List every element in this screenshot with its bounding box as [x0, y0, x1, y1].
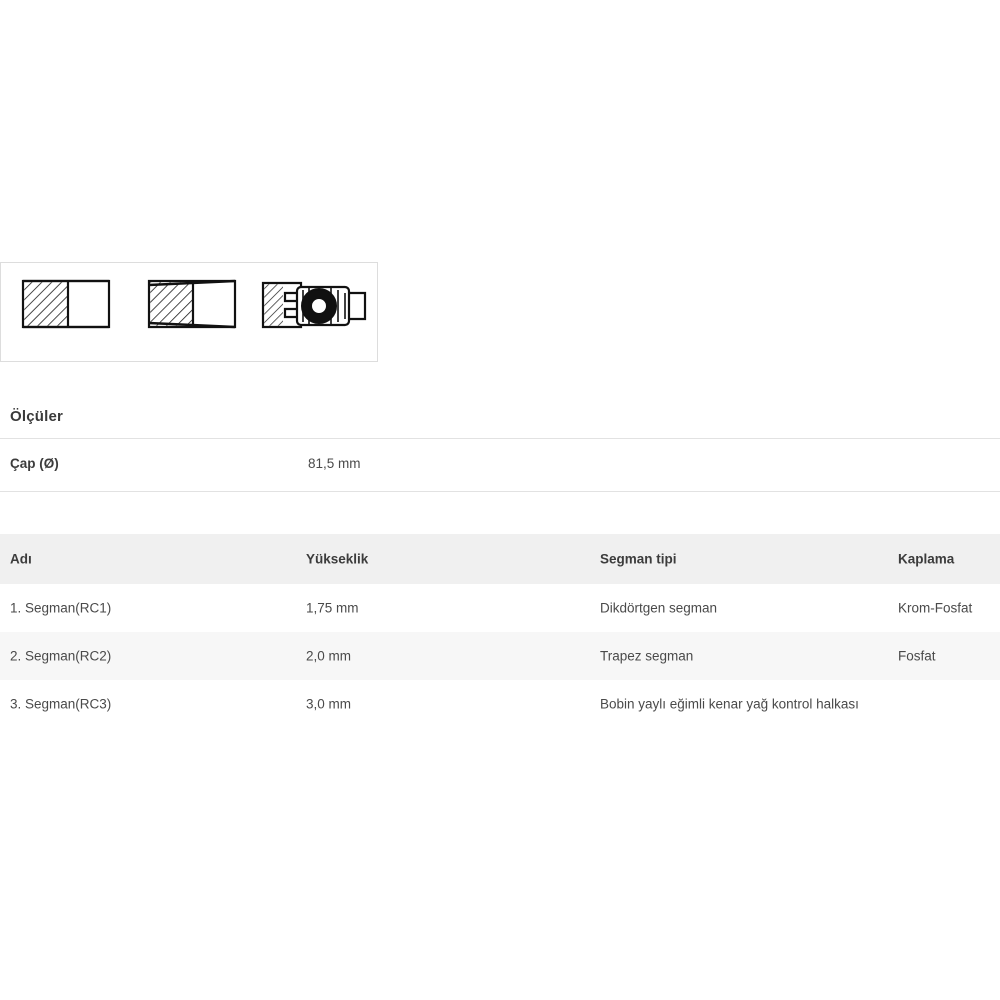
cell-type: Trapez segman [600, 648, 694, 664]
measurements-title: Ölçüler [10, 408, 64, 425]
spec-label-diameter: Çap (Ø) [10, 456, 59, 471]
table-row [0, 680, 1000, 728]
column-header-coating: Kaplama [898, 551, 955, 567]
cell-height: 1,75 mm [306, 600, 359, 616]
spec-value-diameter: 81,5 mm [308, 456, 361, 471]
table-row [0, 584, 1000, 632]
column-header-type: Segman tipi [600, 551, 677, 567]
table-row [0, 632, 1000, 680]
column-header-height: Yükseklik [306, 551, 369, 567]
table-header-row [0, 534, 1000, 584]
cell-coating: Krom-Fosfat [898, 600, 973, 616]
cell-name: 1. Segman(RC1) [10, 600, 112, 616]
cell-height: 2,0 mm [306, 648, 352, 664]
cell-coating: Fosfat [898, 648, 936, 664]
spec-row-diameter [0, 439, 1000, 491]
ring-diagram-panel [0, 262, 378, 362]
figure-oil-control-ring [263, 283, 365, 327]
ring-specs-table [0, 534, 1000, 728]
column-header-name: Adı [10, 551, 32, 567]
cell-type: Bobin yaylı eğimli kenar yağ kontrol halkası [600, 696, 859, 712]
cell-name: 2. Segman(RC2) [10, 648, 112, 664]
figure-trapezoid-ring [149, 281, 235, 327]
cell-type: Dikdörtgen segman [600, 600, 718, 616]
figure-rectangular-ring [23, 281, 109, 327]
divider-bottom [0, 491, 1000, 492]
cell-height: 3,0 mm [306, 696, 352, 712]
ring-cross-section-diagram [1, 263, 377, 361]
cell-name: 3. Segman(RC3) [10, 696, 112, 712]
